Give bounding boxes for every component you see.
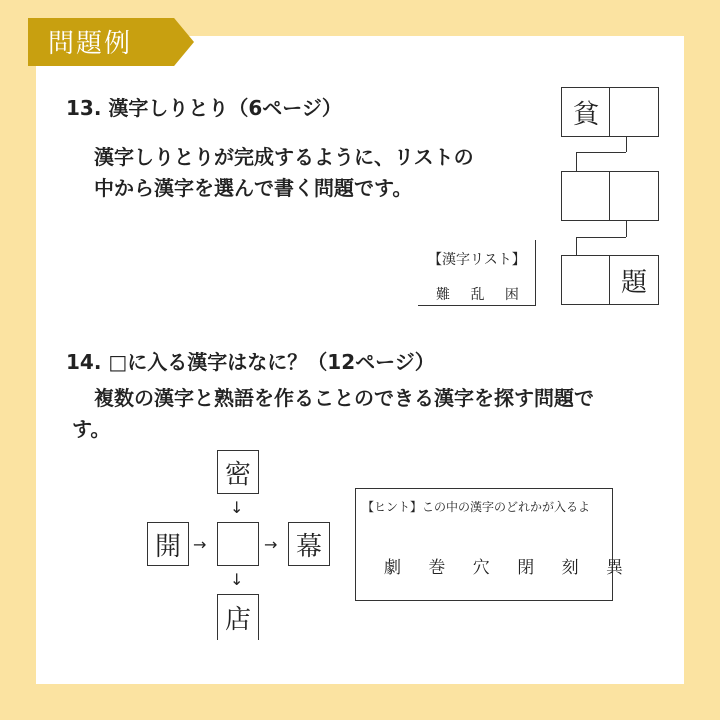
chain-cell-3a xyxy=(561,255,611,305)
hint-kanji-list: 劇 巻 穴 閉 刻 異 xyxy=(384,558,635,578)
arrow-down-icon: ↓ xyxy=(230,498,244,517)
kanji-list-title: 【漢字リスト】 xyxy=(428,252,526,268)
chain-cell-2b xyxy=(609,171,659,221)
chain-cell-1b xyxy=(609,87,659,137)
puzzle-bottom-kanji: 店 xyxy=(217,594,259,640)
q13-description-line1: 漢字しりとりが完成するように、リストの xyxy=(94,145,474,169)
arrow-right-icon: → xyxy=(193,535,207,554)
chain-connector xyxy=(576,152,577,171)
hint-title: 【ヒント】この中の漢字のどれかが入るよ xyxy=(362,500,591,514)
arrow-right-icon: → xyxy=(264,535,278,554)
kanji-list-items: 難 乱 困 xyxy=(436,287,527,303)
chain-connector xyxy=(626,220,627,237)
chain-connector xyxy=(576,237,577,255)
q14-description-line2: す。 xyxy=(72,417,111,441)
section-label: 問題例 xyxy=(48,29,133,59)
puzzle-right-kanji: 幕 xyxy=(288,522,330,566)
puzzle-blank-cell xyxy=(217,522,259,566)
chain-cell-3b: 題 xyxy=(609,255,659,305)
puzzle-top-kanji: 密 xyxy=(217,450,259,494)
chain-connector xyxy=(576,152,626,153)
chain-connector xyxy=(576,237,626,238)
q14-description-line1: 複数の漢字と熟語を作ることのできる漢字を探す問題で xyxy=(94,386,594,410)
puzzle-left-kanji: 開 xyxy=(147,522,189,566)
q13-description-line2: 中から漢字を選んで書く問題です。 xyxy=(94,176,413,200)
chain-cell-2a xyxy=(561,171,611,221)
arrow-down-icon: ↓ xyxy=(230,570,244,589)
chain-cell-1a: 貧 xyxy=(561,87,611,137)
q13-heading: 13. 漢字しりとり（6ページ） xyxy=(66,96,342,120)
chain-connector xyxy=(626,136,627,152)
q14-heading: 14. □に入る漢字はなに？（12ページ） xyxy=(66,350,435,374)
